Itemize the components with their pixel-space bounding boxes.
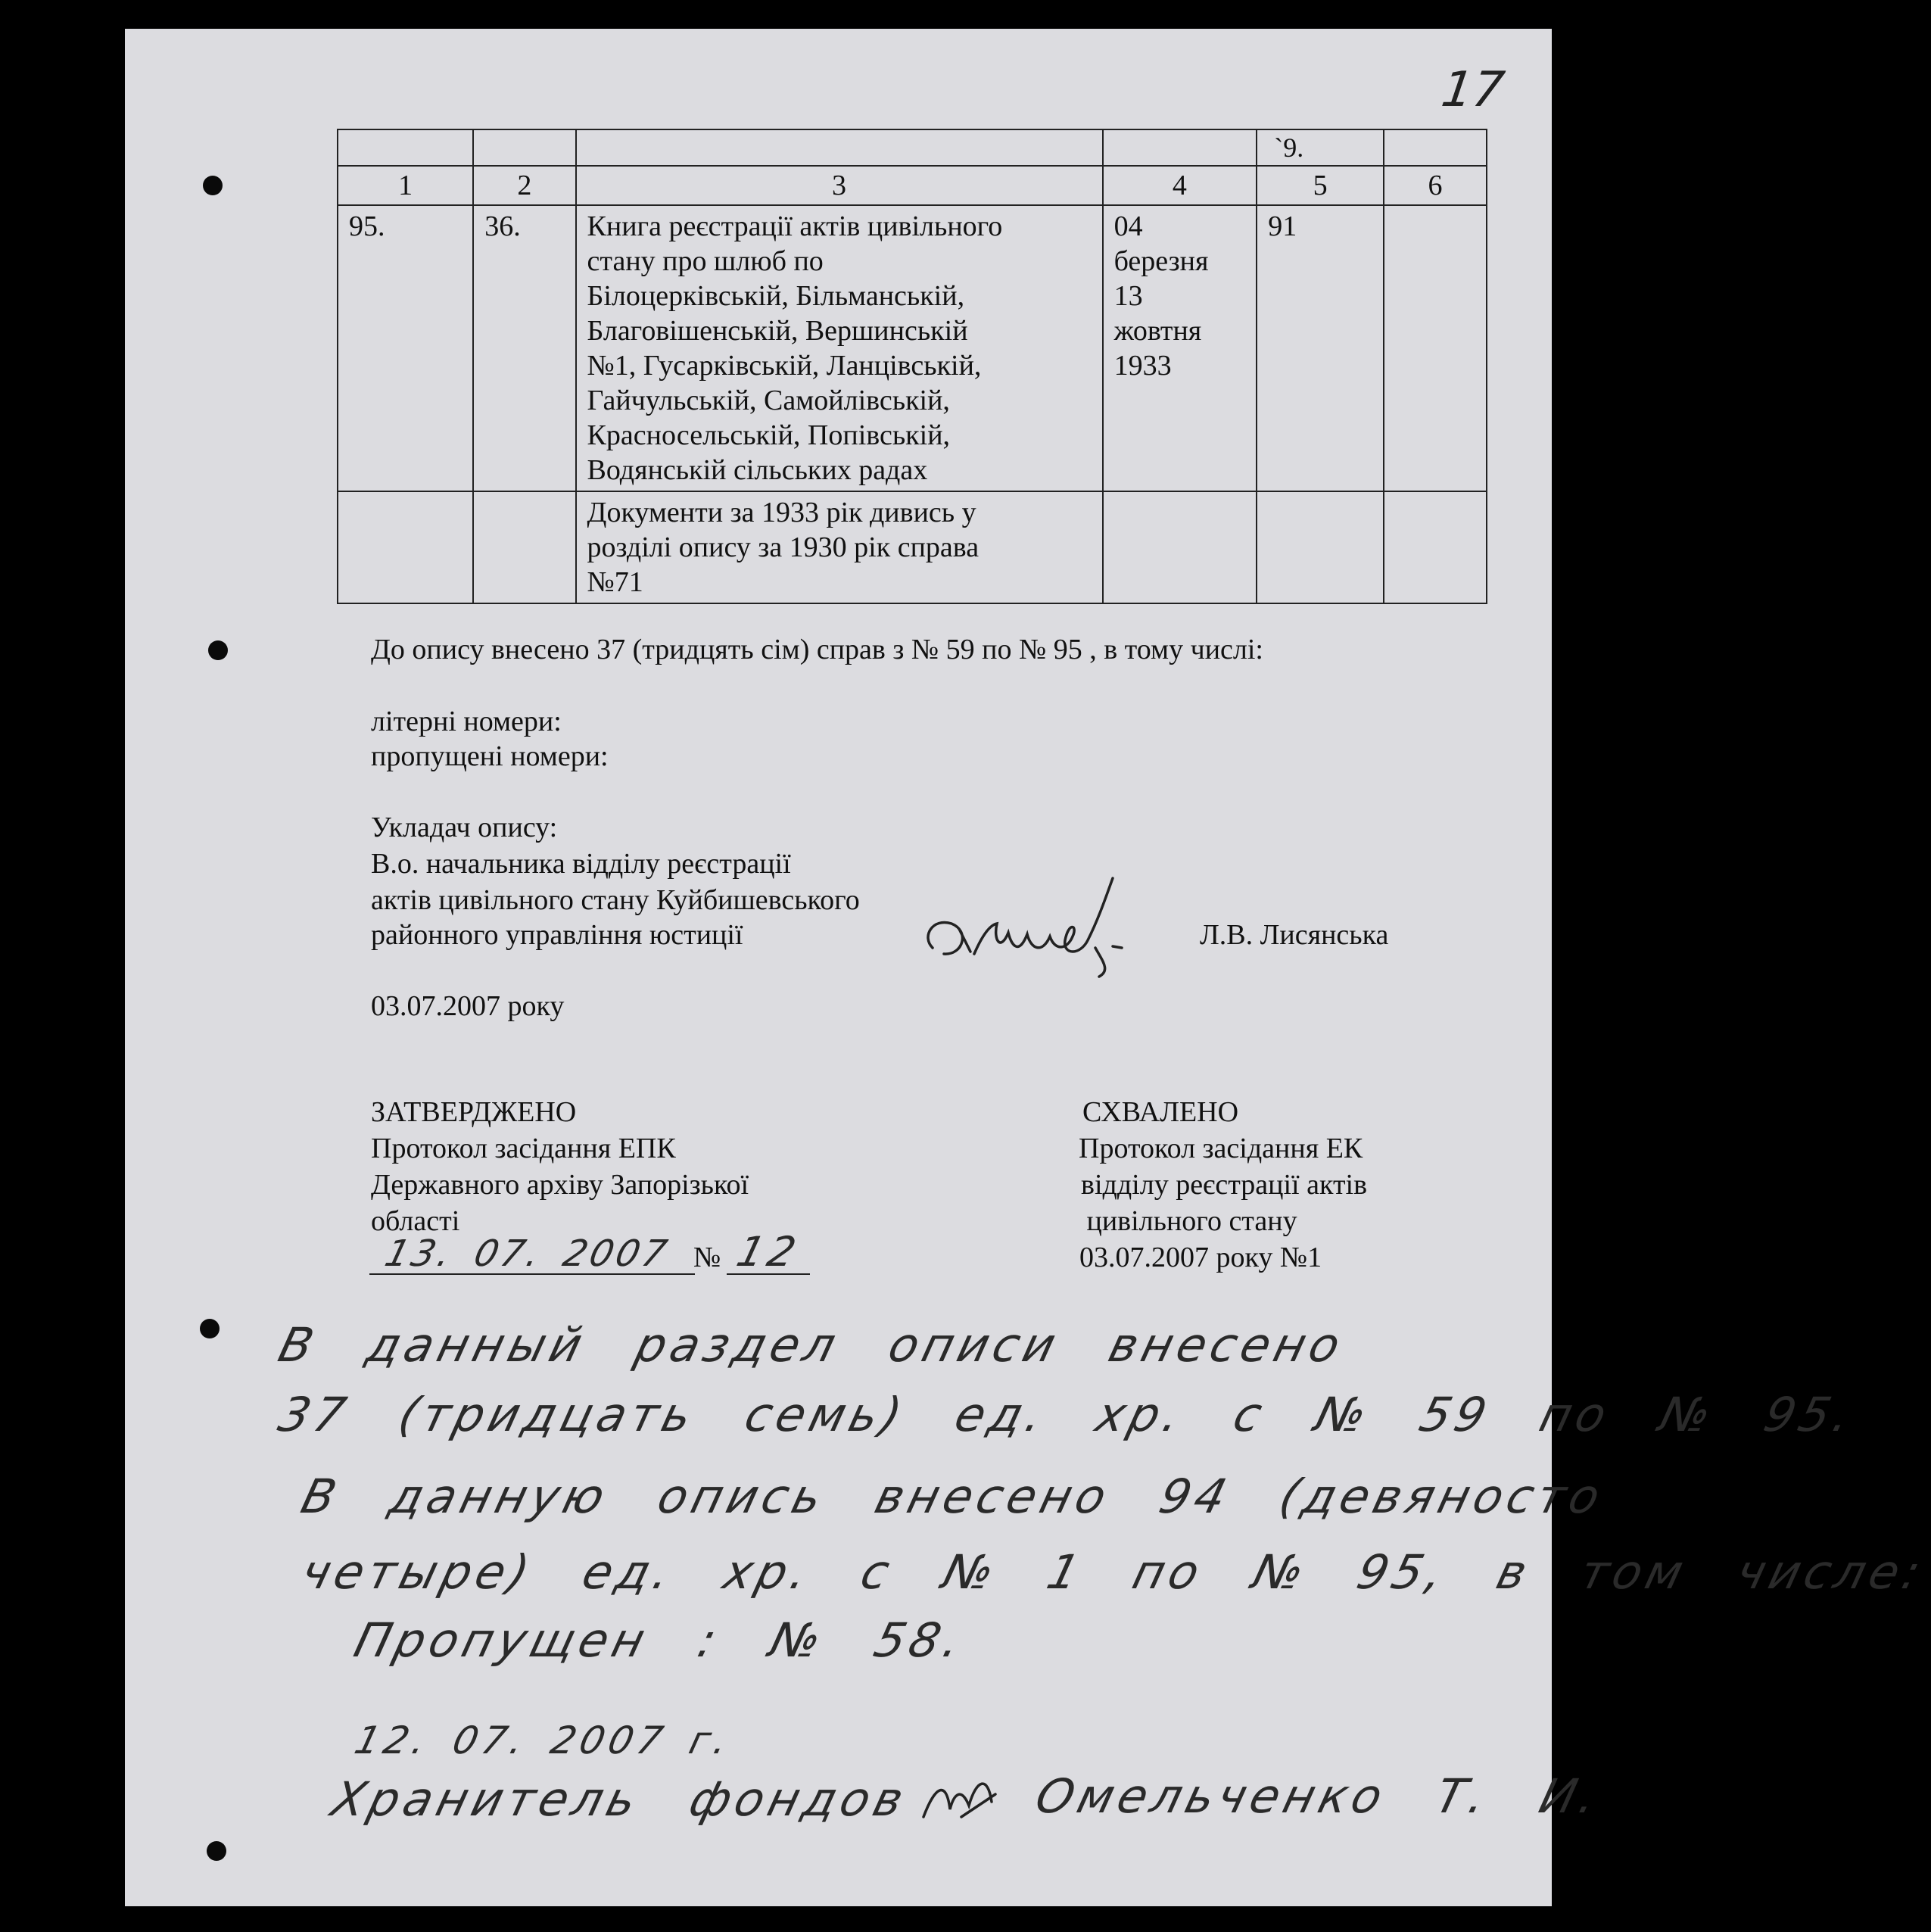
column-header: 6 [1384, 166, 1487, 205]
column-header: 4 [1103, 166, 1257, 205]
table-row [338, 491, 1487, 603]
approved-handwritten-date: 13. 07. 2007 [381, 1232, 674, 1275]
skipped-numbers-label: пропущені номери: [371, 740, 609, 772]
approved-line: Протокол засідання ЕПК [371, 1133, 676, 1164]
compiler-position-line: В.о. начальника відділу реєстрації [371, 848, 791, 880]
handwritten-keeper-title: Хранитель фондов [325, 1772, 914, 1827]
punch-hole-1 [203, 176, 223, 195]
handwritten-note-line: Пропущен : № 58. [348, 1613, 971, 1668]
column-header: 5 [1257, 166, 1384, 205]
cell-item-number: 95. [338, 205, 473, 491]
handwritten-note-line: четыре) ед. хр. с № 1 по № 95, в том числе: [295, 1544, 1931, 1600]
cell-file-number: 36. [473, 205, 575, 491]
cell-notes [1384, 205, 1487, 491]
cell-dates: 04 березня 13 жовтня 1933 [1103, 205, 1257, 491]
table-header-row [338, 166, 1487, 205]
column-header: 3 [576, 166, 1103, 205]
column-header: 2 [473, 166, 575, 205]
letter-numbers-label: літерні номери: [371, 706, 562, 737]
approved-heading: ЗАТВЕРДЖЕНО [371, 1096, 577, 1128]
compiler-name: Л.В. Лисянська [1200, 919, 1389, 951]
agreed-line: Протокол засідання ЕК [1079, 1133, 1363, 1164]
table-sheet-row [338, 129, 1487, 166]
summary-line: До опису внесено 37 (тридцять сім) справ з № 59 по № 95 , в тому числі: [371, 634, 1263, 665]
handwritten-note-line: В данную опись внесено 94 (девяносто [295, 1469, 1610, 1524]
compiler-position-line: районного управління юстиції [371, 919, 743, 951]
keeper-signature [916, 1764, 1007, 1832]
handwritten-note-line: В данный раздел описи внесено [273, 1317, 1350, 1373]
agreed-line: відділу реєстрації актів [1081, 1169, 1368, 1201]
punch-hole-4 [207, 1841, 226, 1861]
compiler-date: 03.07.2007 року [371, 990, 565, 1022]
handwritten-date: 12. 07. 2007 г. [350, 1719, 737, 1762]
approved-number-label: № [693, 1242, 721, 1273]
punch-hole-2 [208, 640, 228, 660]
compiler-position-line: актів цивільного стану Куйбишевського [371, 884, 860, 916]
handwritten-keeper-name: Омельченко Т. И. [1029, 1768, 1607, 1824]
approved-handwritten-number: 12 [732, 1228, 805, 1276]
table-row [338, 205, 1487, 491]
page-number: 17 [1437, 62, 1508, 118]
sheet-marker: `9. [1257, 129, 1384, 166]
punch-hole-3 [200, 1319, 220, 1338]
cell-title: Документи за 1933 рік дивись у розділі опису за 1930 рік справа №71 [576, 491, 1103, 603]
compiler-label: Укладач опису: [371, 812, 558, 843]
approved-line: області [371, 1205, 460, 1237]
cell-sheets: 91 [1257, 205, 1384, 491]
handwritten-note-line: 37 (тридцать семь) ед. хр. с № 59 по № 95. [273, 1387, 1861, 1442]
approved-line: Державного архіву Запорізької [371, 1169, 749, 1201]
column-header: 1 [338, 166, 473, 205]
compiler-signature [917, 865, 1190, 978]
agreed-line: 03.07.2007 року №1 [1079, 1242, 1322, 1273]
cell-title: Книга реєстрації актів цивільного стану про шлюб по Білоцерківській, Більманській, Благовішенській, Вершинській №1, Гусарківській, Ланцівській, Гайчульській, Самойлівській, Красносельській, Попівській, Водянській сільських радах [576, 205, 1103, 491]
agreed-heading: СХВАЛЕНО [1082, 1096, 1239, 1128]
agreed-line: цивільного стану [1079, 1205, 1297, 1237]
inventory-table [337, 129, 1487, 604]
